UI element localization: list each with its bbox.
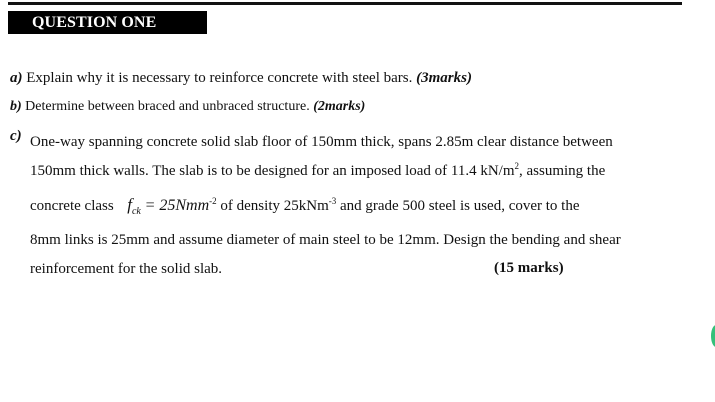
question-a-marks: (3marks) (416, 70, 472, 86)
question-c-label: c) (10, 128, 22, 144)
question-b-text: Determine between braced and unbraced structure. (25, 99, 310, 114)
fck-subscript: ck (131, 206, 141, 217)
question-b-label: b) (10, 99, 22, 114)
question-c-marks: (15 marks) (494, 260, 564, 276)
question-c-line-1: One-way spanning concrete solid slab floor of 150mm thick, spans 2.85m clear distance between (30, 134, 613, 150)
question-c-line-4: 8mm links is 25mm and assume diameter of main steel to be 12mm. Design the bending and shear (30, 232, 621, 248)
question-a-label: a) (10, 70, 23, 86)
question-c-line-2 (30, 162, 605, 180)
question-c-label-wrap (10, 127, 22, 145)
question-b-marks: (2marks) (313, 99, 366, 114)
question-heading: QUESTION ONE (32, 14, 157, 31)
question-a (10, 69, 472, 87)
density-exponent: -3 (328, 196, 337, 206)
fck-value: = 25Nmm (144, 197, 210, 214)
question-b (10, 98, 365, 116)
question-c-line-3b: of density 25kNm (220, 198, 329, 214)
question-c-line-5: reinforcement for the solid slab. (30, 261, 223, 277)
fck-symbol: f (127, 195, 132, 214)
edge-mark (711, 325, 715, 347)
top-rule (8, 2, 682, 5)
question-c-line-3a: concrete class (30, 198, 114, 214)
question-c-line-2a: 150mm thick walls. The slab is to be designed for an imposed load of 11.4 kN/m (30, 163, 515, 179)
question-c-line-2b: , assuming the (519, 163, 606, 179)
question-heading-bar (8, 11, 207, 34)
question-a-text: Explain why it is necessary to reinforce concrete with steel bars. (26, 70, 413, 86)
question-c-line-3 (30, 196, 580, 221)
question-c-line-3c: and grade 500 steel is used, cover to the (339, 198, 580, 214)
unit-superscript-2: 2 (514, 161, 520, 171)
fck-exponent: -2 (209, 196, 217, 206)
